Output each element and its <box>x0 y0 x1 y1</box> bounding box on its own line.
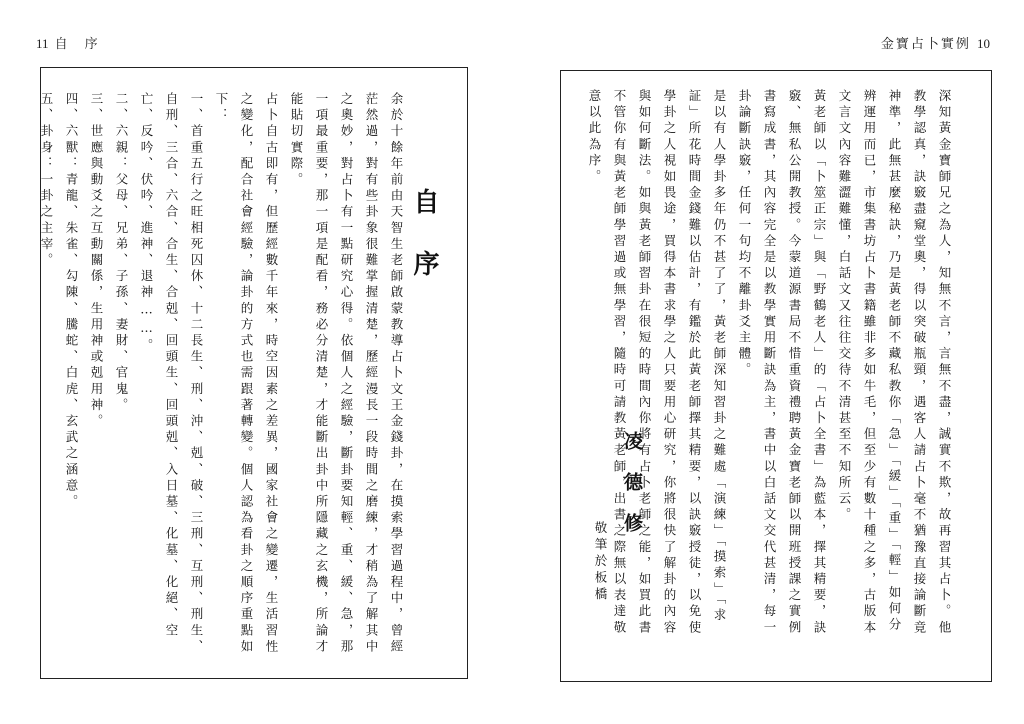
preface-list-item-3: 三、世應與動爻之互動關係，生用神或剋用神。 <box>89 92 104 431</box>
preface-body <box>34 92 409 658</box>
signature-note: 敬筆於板橋 <box>593 521 608 604</box>
foreword-paragraph-2: 黃老師以「卜筮正宗」與「野鶴老人」的「占卜全書」為藍本，擇其精要，訣竅、無私公開教授。今蒙道源書局不惜重資禮聘黃金寶老師以開班授課之實例書寫成書，其內容完全是以教學實用斷訣為主，書中以白話文交代甚清，每一卦論斷訣竅，任何一句均不離卦爻主體。 <box>737 89 827 637</box>
left-page-frame <box>40 67 468 679</box>
right-page-number: 10 <box>977 36 990 51</box>
signature-name: 凌德修 <box>621 431 643 554</box>
preface-paragraph-2: 占卜自古即有，但歷經數千年來，時空因素之差異，國家社會之變遷，生活習性之變化，配合社會經驗，論卦的方式也需跟著轉變。個人認為看卦之順序重點如下： <box>214 92 279 656</box>
left-page-header-label: 自 序 <box>54 37 100 52</box>
right-page-frame <box>560 70 992 682</box>
preface-list-item-2: 二、六親：父母、兄弟、子孫、妻財、官鬼。 <box>114 92 129 414</box>
right-page-header-label: 金寶占卜實例 <box>880 37 971 52</box>
left-page-header <box>36 33 100 52</box>
foreword-paragraph-3: 是以有人學卦多年仍不甚了了，黃老師深知習卦之難處「演練」「摸索」「求証」所花時間金錢難以估計，有鑑於此黃老師擇其精要，以訣竅授徒，以免使學卦之人視如畏途，買得本書求學之人只要用心研究，你將很快了解卦的內容與如何斷法。如與黃老師習卦在很短的時間內你將有占卜老師之能，如買此書不管你有與黃老師學習過或無學習，隨時可請教黃老師，出書之際無以表達敬意以此為序。 <box>587 89 727 637</box>
foreword-paragraph-1: 深知黃金寶師兄之為人，知無不言，言無不盡，誠實不欺，故再習其占卜。他教學認真，訣竅盡窺堂奧，得以突破瓶頸，遇客人請占卜毫不猶豫直接論斷竟神準，此無甚麼秘訣，乃是黃老師不藏私教你「急」「緩」「重」「輕」如何分辨運用而已，市集書坊占卜書籍雖非多如牛毛，但至少有數十種之多，古版本文言文內容難澀難懂，白話文又往往交待不清甚至不知所云。 <box>837 89 952 637</box>
preface-paragraph-1: 余於十餘年前由天智生老師啟蒙教導占卜文王金錢卦，在摸索學習過程中，曾經茫然過，對有些卦象很難掌握清楚，歷經漫長一段時間之磨練，才稍為了解其中之奧妙，對占卜有一點研究心得。依個人之經驗，斷卦要知輕、重、緩、急，那一項最重要，那一項是配看，務必分清楚，才能斷出卦中所隱藏之玄機，所論才能貼切實際。 <box>289 92 404 656</box>
foreword-body <box>582 89 957 649</box>
preface-list-item-4: 四、六獸：青龍、朱雀、勾陳、騰蛇、白虎、玄武之涵意。 <box>64 92 79 511</box>
preface-list-item-1: 一、首重五行之旺相死囚休、十二長生、刑、沖、剋、破、三刑、互刑、刑生、自刑、三合、六合、合生、合剋、回頭生、回頭剋、入日墓、化墓、化絕、空亡、反吟、伏吟、進神、退神……。 <box>139 92 204 656</box>
right-page-header <box>881 33 990 52</box>
preface-list-item-5: 五、卦身：一卦之主宰。 <box>39 92 54 270</box>
preface-title: 自序 <box>409 188 439 312</box>
left-page-number: 11 <box>36 36 49 51</box>
